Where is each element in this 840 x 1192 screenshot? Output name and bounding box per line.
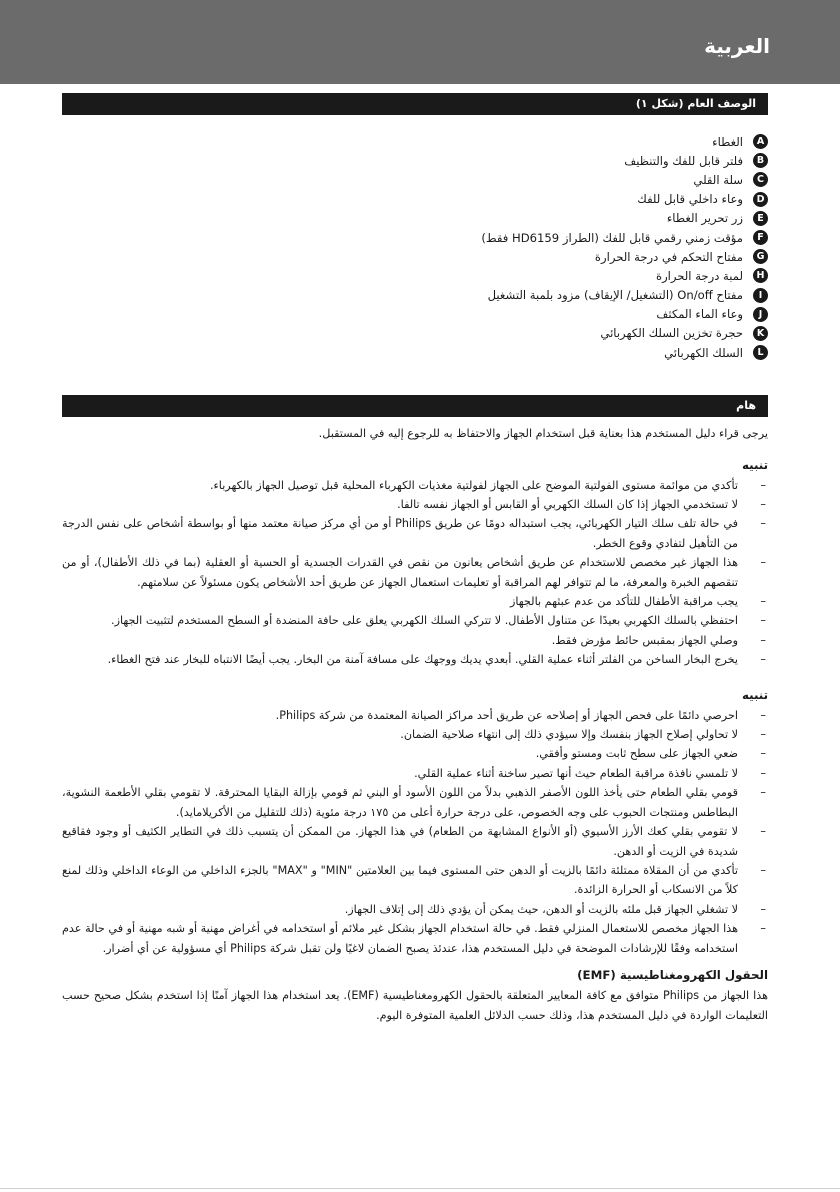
bullet-item: – ضعي الجهاز على سطح ثابت ومستو وأفقي. xyxy=(62,744,768,763)
bullet-item: – لا تستخدمي الجهاز إذا كان السلك الكهربي أو القابس أو الجهاز نفسه تالفا. xyxy=(62,495,768,514)
part-label: لمبة درجة الحرارة xyxy=(656,268,743,283)
bullet-item: – لا تلمسي نافذة مراقبة الطعام حيث أنها تصير ساخنة أثناء عملية القلي. xyxy=(62,764,768,783)
part-label: حجرة تخزين السلك الكهربائي xyxy=(600,326,743,341)
part-item xyxy=(62,151,768,170)
bullet-item: – لا تشغلي الجهاز قبل ملئه بالزيت أو الدهن، حيث يمكن أن يؤدي ذلك إلى إتلاف الجهاز. xyxy=(62,900,768,919)
intro-paragraph: يرجى قراء دليل المستخدم هذا بعناية قبل استخدام الجهاز والاحتفاظ به للرجوع إليه في المستقبل. xyxy=(318,427,768,440)
bullet-item: – احتفظي بالسلك الكهربي بعيدًا عن متناول الأطفال. لا تتركي السلك الكهربي يعلق على حافة المنضدة أو السطح المستخدم لتثبيت الجهاز. xyxy=(62,611,768,630)
part-item xyxy=(62,170,768,189)
parts-list xyxy=(62,132,768,362)
part-item xyxy=(62,228,768,247)
bullet-item: – تأكدي من موائمة مستوى الفولتية الموضح على الجهاز لفولتية مغذيات الكهرباء المحلية قبل توصيل الجهاز بالكهرباء. xyxy=(62,476,768,495)
part-letter-badge: L xyxy=(753,345,768,360)
bullet-item: – احرصي دائمًا على فحص الجهاز أو إصلاحه عن طريق أحد مراكز الصيانة المعتمدة من شركة Philips. xyxy=(62,706,768,725)
bullet-item: – قومي بقلي الطعام حتى يأخذ اللون الأصفر الذهبي بدلاً من اللون الأسود أو البني ثم قومي بإزالة البقايا المحترقة. لا تقومي بقلي الأطعمة النشوية، البطاطس ومنتجات الحبوب على وجه الخصوص، على درجة حرارة أعلى من ١٧٥ درجة مئوية (ذلك للتقليل من الأكريلامايد). xyxy=(62,783,768,822)
part-item xyxy=(62,132,768,151)
part-letter-badge: F xyxy=(753,230,768,245)
bullet-item: – في حالة تلف سلك التيار الكهربائي، يجب استبداله دومًا عن طريق Philips أو من أي مركز صيانة معتمد منها أو بواسطة أشخاص على نفس الدرجة من التأهيل لتفادي وقوع الخطر. xyxy=(62,514,768,553)
part-label: سلة القلي xyxy=(693,172,743,187)
part-label: مفتاح التحكم في درجة الحرارة xyxy=(594,249,743,264)
part-label: فلتر قابل للفك والتنظيف xyxy=(624,153,743,168)
part-item xyxy=(62,343,768,362)
bullet-item: – يخرج البخار الساخن من الفلتر أثناء عملية القلي. أبعدي يديك ووجهك على مسافة آمنة من البخار. يجب أيضًا الانتباه للبخار عند فتح الغطاء. xyxy=(62,650,768,669)
part-letter-badge: A xyxy=(753,134,768,149)
caution-heading-2: تنبيه xyxy=(741,687,768,702)
section-bar-important xyxy=(62,395,768,417)
emf-paragraph: هذا الجهاز من Philips متوافق مع كافة المعايير المتعلقة بالحقول الكهرومغناطيسية (EMF). يعد استخدام هذا الجهاز آمنًا إذا استخدم بشكل صحيح حسب التعليمات الواردة في دليل المستخدم هذا، وذلك حسب الدلائل العلمية المتوفرة اليوم. xyxy=(62,988,768,1022)
language-title: العربية xyxy=(704,34,770,58)
caution-list-2 xyxy=(62,706,768,958)
part-letter-badge: K xyxy=(753,326,768,341)
caution-list-1 xyxy=(62,476,768,670)
part-letter-badge: D xyxy=(753,192,768,207)
part-letter-badge: J xyxy=(753,307,768,322)
bullet-item: – هذا الجهاز مخصص للاستعمال المنزلي فقط. في حالة استخدام الجهاز بشكل غير ملائم أو استخدامه في أغراض مهنية أو شبه مهنية أو في حالة عدم استخدامه وفقًا للإرشادات الموضحة في دليل المستخدم هذا، عندئذ يصبح الضمان لاغيًا ولن تقبل شركة Philips أي مسؤولية عن أي أضرار. xyxy=(62,919,768,958)
emf-heading: الحقول الكهرومغناطيسية (EMF) xyxy=(577,967,768,982)
bullet-item: – لا تحاولي إصلاح الجهاز بنفسك وإلا سيؤدي ذلك إلى انتهاء صلاحية الضمان. xyxy=(62,725,768,744)
part-item xyxy=(62,305,768,324)
part-label: الغطاء xyxy=(712,134,743,149)
bullet-item: – هذا الجهاز غير مخصص للاستخدام عن طريق أشخاص يعانون من نقص في القدرات الجسدية أو الحسية أو العقلية (بما في ذلك الأطفال)، أو من تنقصهم الخبرة والمعرفة، ما لم تتوافر لهم المراقبة أو تعليمات استعمال الجهاز عن طريق أحد الأشخاص يكون مسئولاً عن سلامتهم. xyxy=(62,553,768,592)
bottom-rule xyxy=(0,1188,840,1189)
part-item xyxy=(62,286,768,305)
part-letter-badge: I xyxy=(753,288,768,303)
header-band xyxy=(0,0,840,84)
part-label: مفتاح On/off (التشغيل/ الإيقاف) مزود بلمبة التشغيل xyxy=(487,288,743,303)
part-item xyxy=(62,266,768,285)
part-item xyxy=(62,190,768,209)
part-letter-badge: H xyxy=(753,268,768,283)
part-label: زر تحرير الغطاء xyxy=(666,211,743,226)
part-label: وعاء الماء المكثف xyxy=(656,307,743,322)
caution-heading-1: تنبيه xyxy=(741,457,768,472)
bullet-item: – تأكدي من أن المقلاة ممتلئة دائمًا بالزيت أو الدهن حتى المستوى فيما بين العلامتين "MIN" و "MAX" بالجزء الداخلي من الوعاء الداخلي وذلك لمنع كلاً من الانسكاب أو الحرارة الزائدة. xyxy=(62,861,768,900)
part-letter-badge: C xyxy=(753,172,768,187)
important-content xyxy=(62,424,768,1025)
section-bar-general xyxy=(62,93,768,115)
part-label: وعاء داخلي قابل للفك xyxy=(637,192,743,207)
part-letter-badge: G xyxy=(753,249,768,264)
section-title-general: الوصف العام (شكل ١) xyxy=(635,97,756,110)
part-letter-badge: B xyxy=(753,153,768,168)
part-letter-badge: E xyxy=(753,211,768,226)
bullet-item: – وصلي الجهاز بمقبس حائط مؤرض فقط. xyxy=(62,631,768,650)
bullet-item: – لا تقومي بقلي كعك الأرز الأسيوي (أو الأنواع المشابهة من الطعام) في هذا الجهاز. من الممكن أن يتسبب ذلك في التطاير الكثيف أو وجود فقاقيع شديدة في الزيت أو الدهن. xyxy=(62,822,768,861)
part-item xyxy=(62,247,768,266)
part-label: السلك الكهربائي xyxy=(664,345,743,360)
part-item xyxy=(62,209,768,228)
part-label: مؤقت زمني رقمي قابل للفك (الطراز HD6159 فقط) xyxy=(481,230,743,245)
section-title-important: هام xyxy=(736,399,756,412)
part-item xyxy=(62,324,768,343)
bullet-item: – يجب مراقبة الأطفال للتأكد من عدم عبثهم بالجهاز xyxy=(62,592,768,611)
